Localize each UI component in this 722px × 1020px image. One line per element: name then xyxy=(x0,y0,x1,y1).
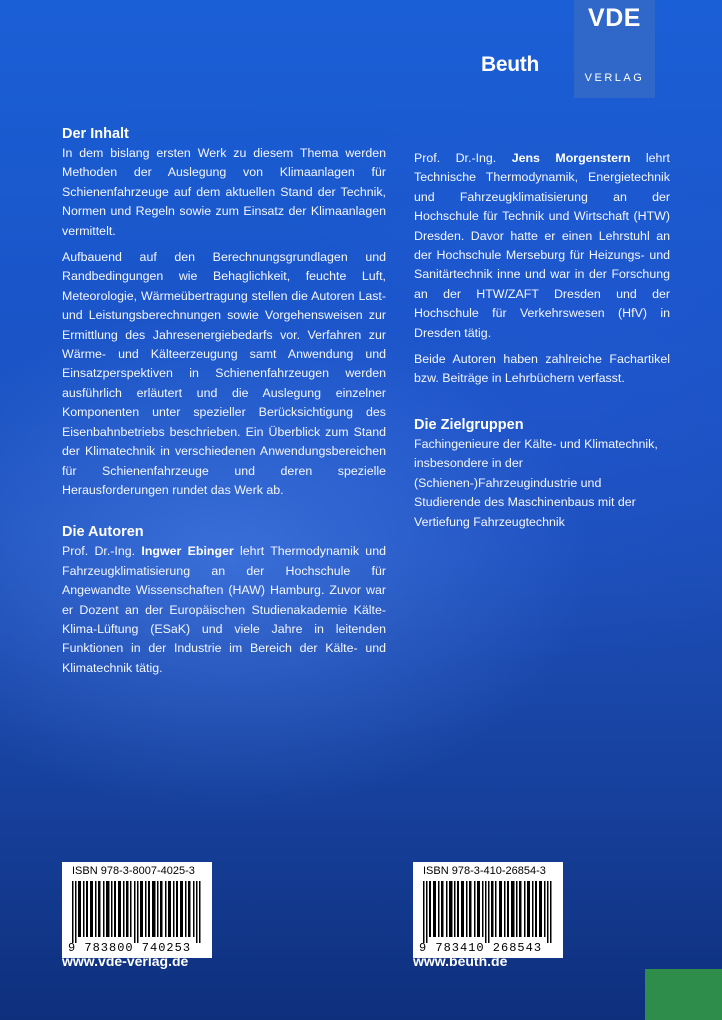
author-morgenstern-bio xyxy=(414,149,670,343)
vde-verlag-logo xyxy=(574,0,655,98)
heading-die-autoren: Die Autoren xyxy=(62,524,144,541)
author-ebinger-bio xyxy=(62,542,386,678)
authors-publications: Beide Autoren haben zahlreiche Fachartikel bzw. Beiträge in Lehrbüchern verfasst. xyxy=(414,352,670,386)
green-corner-decoration xyxy=(645,969,722,1020)
inhalt-paragraph-1: In dem bislang ersten Werk zu diesem Thema werden Methoden der Auslegung von Klimaanlagen für Schienenfahrzeuge auf dem aktuellen Stand der Technik, Normen und Regeln sowie zum Einsatz der Klimaanlagen vermittelt. xyxy=(62,146,386,238)
verlag-label: VERLAG xyxy=(584,72,645,84)
author-ebinger-name: Ingwer Ebinger xyxy=(141,544,234,559)
isbn-label-vde: ISBN 978-3-8007-4025-3 xyxy=(72,865,195,877)
isbn-label-beuth: ISBN 978-3-410-26854-3 xyxy=(423,865,546,877)
inhalt-paragraph-2: Aufbauend auf den Berechnungsgrundlagen und Randbedingungen wie Behaglichkeit, feuchte Luft, Meteorologie, Wärmeübertragung stellen die Autoren Last- und Leistungsberechnungen sowie Vorgehensweisen zur Ermittlung des Jahresenergiebedarfs vor. Verfahren zur Wärme- und Kälteerzeugung samt Anwendung und Einsatzperspektiven in Schienenfahrzeugen werden ausführlich erläutert und die Auslegung einzelner Komponenten unter spezieller Berücksichtigung des Eisenbahnbetriebs beschrieben. Ein Überblick zum Stand der Klimatechnik in verschiedenen Anwendungsbereichen für Schienenfahrzeuge und deren spezielle Herausforderungen rundet das Werk ab. xyxy=(62,250,386,497)
beuth-logo: Beuth xyxy=(481,53,539,76)
heading-der-inhalt: Der Inhalt xyxy=(62,126,129,142)
isbn-digits-beuth: 9 783410 268543 xyxy=(419,941,543,955)
author-ebinger-prefix: Prof. Dr.-Ing. xyxy=(62,544,136,559)
right-column xyxy=(414,149,670,532)
author-morgenstern-name: Jens Morgenstern xyxy=(511,151,631,165)
heading-die-zielgruppen: Die Zielgruppen xyxy=(414,416,524,433)
barcode-icon xyxy=(423,881,555,943)
url-vde-verlag[interactable]: www.vde-verlag.de xyxy=(62,953,189,969)
isbn-barcode-vde xyxy=(62,862,212,958)
author-morgenstern-prefix: Prof. Dr.-Ing. xyxy=(414,151,497,165)
zielgruppen-text: Fachingenieure der Kälte- und Klimatechnik, insbesondere in der (Schienen-)Fahrzeugindustrie und Studierende des Maschinenbaus mit der Vertiefung Fahrzeugtechnik xyxy=(414,436,658,529)
author-morgenstern-text: lehrt Technische Thermodynamik, Energietechnik und Fahrzeugklimatisierung an der Hochschule für Technik und Wirtschaft (HTW) Dresden. Davor hatte er einen Lehrstuhl an der Hochschule Merseburg für Heizungs- und Sanitärtechnik inne und war in der Forschung an der HTW/ZAFT Dresden und der Hochschule für Verkehrswesen (HfV) in Dresden tätig. xyxy=(414,151,670,340)
isbn-digits-vde: 9 783800 740253 xyxy=(68,941,192,955)
barcode-icon xyxy=(72,881,204,943)
url-beuth[interactable]: www.beuth.de xyxy=(413,953,508,969)
left-column xyxy=(62,124,386,678)
author-ebinger-text: lehrt Thermodynamik und Fahrzeugklimatisierung an der Hochschule für Angewandte Wissenschaften (HAW) Hamburg. Zuvor war er Dozent an der Europäischen Studienakademie Kälte-Klima-Lüftung (ESaK) und viele Jahre in leitenden Funktionen in der Industrie im Bereich der Kälte- und Klimatechnik tätig. xyxy=(62,544,386,675)
isbn-barcode-beuth xyxy=(413,862,563,958)
vde-logo-text: VDE xyxy=(588,4,641,32)
